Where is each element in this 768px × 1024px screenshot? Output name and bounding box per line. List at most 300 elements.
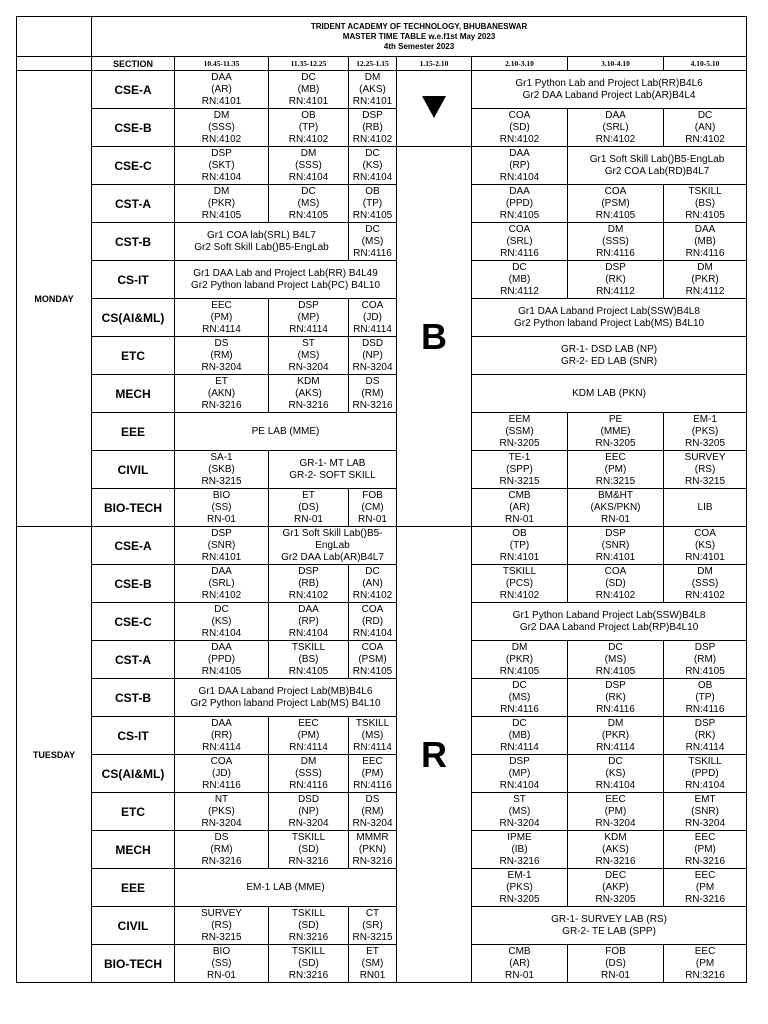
cell-line: (JD) <box>212 767 231 779</box>
cell-line: RN:4102 <box>499 133 540 145</box>
cell-line: (RM) <box>210 349 233 361</box>
cell-line: (AR) <box>211 83 232 95</box>
class-cell <box>568 565 664 603</box>
class-cell <box>175 489 269 527</box>
class-cell <box>664 451 747 489</box>
cell-line: RN:4105 <box>352 665 393 677</box>
class-cell <box>472 223 568 261</box>
table-row <box>17 337 747 375</box>
cell-line: (PKS) <box>506 881 533 893</box>
cell-line: (DS) <box>605 957 626 969</box>
cell-line: RN:4105 <box>685 209 725 221</box>
table-row <box>17 489 747 527</box>
cell-line: (PM <box>695 957 715 969</box>
cell-line: (PKS) <box>208 805 235 817</box>
cell-line: MMMR <box>356 831 389 843</box>
cell-line: RN:4116 <box>500 703 539 715</box>
lab-session-cell <box>175 413 397 451</box>
class-cell <box>568 831 664 869</box>
lunch-break-cell <box>397 71 472 147</box>
cell-line: (SRL) <box>208 577 235 589</box>
cell-line: RN-3216 <box>595 855 636 867</box>
class-cell <box>349 565 397 603</box>
cell-line: EEC <box>694 945 716 957</box>
cell-line: (RS) <box>211 919 232 931</box>
cell-line: DAA <box>605 109 626 121</box>
cell-line: (SNR) <box>601 539 630 551</box>
cell-line: (PM) <box>297 729 320 741</box>
break-letter: B <box>421 315 447 357</box>
cell-line: GR-1- DSD LAB (NP) <box>560 343 658 355</box>
class-cell <box>472 261 568 299</box>
cell-line: DM <box>300 755 317 767</box>
section-label: CSE-A <box>92 71 175 109</box>
cell-line: DS <box>214 831 229 843</box>
cell-line: RN:4101 <box>288 95 329 107</box>
cell-line: RN-3215 <box>685 475 726 487</box>
lab-session-cell <box>472 71 747 109</box>
cell-line: DSP <box>694 717 716 729</box>
cell-line: (RM) <box>361 805 384 817</box>
cell-line: DM <box>364 71 381 83</box>
class-cell <box>269 831 349 869</box>
class-cell <box>269 337 349 375</box>
cell-line: (AKS) <box>295 387 322 399</box>
cell-line: RN:4102 <box>352 589 393 601</box>
time-slot-header: 4.10-5.10 <box>664 57 747 71</box>
class-cell <box>269 717 349 755</box>
class-cell <box>568 223 664 261</box>
title-row <box>17 17 747 57</box>
cell-line: COA <box>508 109 531 121</box>
cell-line: DC <box>365 147 380 159</box>
class-cell <box>568 793 664 831</box>
cell-line: RN-3205 <box>499 437 540 449</box>
cell-line: RN:4101 <box>201 551 242 563</box>
class-cell <box>269 109 349 147</box>
cell-line: (PM) <box>604 463 627 475</box>
cell-line: ET <box>302 489 315 501</box>
cell-line: DSD <box>361 337 384 349</box>
cell-line: (MME) <box>600 425 631 437</box>
class-cell <box>175 945 269 983</box>
cell-line: TSKILL <box>355 717 390 729</box>
class-cell <box>175 299 269 337</box>
time-slot-row <box>17 57 747 71</box>
class-cell <box>568 185 664 223</box>
class-cell <box>664 413 747 451</box>
cell-line: COA <box>604 565 627 577</box>
class-cell <box>349 717 397 755</box>
class-cell <box>175 375 269 413</box>
cell-line: RN:4116 <box>202 779 241 791</box>
cell-line: (MB) <box>508 729 531 741</box>
cell-line: RN:4116 <box>596 247 635 259</box>
class-cell <box>175 717 269 755</box>
table-row <box>17 717 747 755</box>
cell-line: (SD) <box>298 957 319 969</box>
cell-line: PE <box>608 413 623 425</box>
class-cell <box>269 185 349 223</box>
section-label: CSE-B <box>92 565 175 603</box>
cell-line: DC <box>512 261 527 273</box>
class-cell <box>175 185 269 223</box>
time-slot-header: 12.25-1.15 <box>349 57 397 71</box>
timetable-title: MASTER TIME TABLE w.e.f1st May 2023 <box>342 31 496 41</box>
cell-line: IPME <box>507 831 532 843</box>
cell-line: CMB <box>508 489 531 501</box>
cell-line: (NP) <box>362 349 383 361</box>
cell-line: (MB) <box>694 235 716 247</box>
cell-line: (RR) <box>210 729 233 741</box>
semester-label: 4th Semester 2023 <box>383 41 455 51</box>
cell-line: DAA <box>211 641 232 653</box>
class-cell <box>568 527 664 565</box>
cell-line: (MS) <box>361 235 384 247</box>
cell-line: (PKR) <box>691 273 719 285</box>
cell-line: TSKILL <box>502 565 537 577</box>
class-cell <box>568 945 664 983</box>
lab-session-cell <box>472 907 747 945</box>
cell-line: RN:4116 <box>685 247 725 259</box>
cell-line: PE LAB (MME) <box>251 425 320 437</box>
cell-line: TSKILL <box>291 945 326 957</box>
cell-line: RN:4114 <box>596 741 635 753</box>
cell-line: (RB) <box>362 121 383 133</box>
cell-line: DC <box>608 755 623 767</box>
cell-line: RN:4105 <box>499 665 540 677</box>
cell-line: DM <box>607 223 624 235</box>
cell-line: (SSM) <box>505 425 534 437</box>
cell-line: (RD) <box>361 615 384 627</box>
lab-session-cell <box>472 375 747 413</box>
cell-line: COA <box>508 223 531 235</box>
cell-line: DEC <box>604 869 627 881</box>
cell-line: (PM <box>695 881 715 893</box>
cell-line: RN:4105 <box>352 209 393 221</box>
cell-line: DM <box>511 641 528 653</box>
cell-line: DC <box>697 109 713 121</box>
cell-line: RN-3205 <box>685 437 726 449</box>
cell-line: DAA <box>211 565 232 577</box>
cell-line: RN:4116 <box>353 247 392 259</box>
class-cell <box>664 945 747 983</box>
cell-line: (SR) <box>362 919 383 931</box>
cell-line: (MS) <box>508 805 531 817</box>
cell-line: (NP) <box>298 805 319 817</box>
class-cell <box>349 375 397 413</box>
class-cell <box>349 755 397 793</box>
cell-line: EEC <box>694 831 716 843</box>
cell-line: RN-3216 <box>288 399 329 411</box>
cell-line: DM <box>300 147 317 159</box>
cell-line: RN:4104 <box>499 779 540 791</box>
cell-line: Gr1 DAA Laband Project Lab(SSW)B4L8 <box>518 305 700 317</box>
class-cell <box>269 907 349 945</box>
cell-line: (CM) <box>361 501 384 513</box>
class-cell <box>568 641 664 679</box>
cell-line: Gr1 DAA Laband Project Lab(MB)B4L6 <box>198 685 373 697</box>
cell-line: RN-3216 <box>288 855 329 867</box>
cell-line: Gr1 Python Lab and Project Lab(RR)B4L6 <box>515 77 703 89</box>
cell-line: EEC <box>605 451 626 463</box>
cell-line: RN:3215 <box>595 475 636 487</box>
section-label: CIVIL <box>92 451 175 489</box>
day-column-header <box>17 57 92 71</box>
class-cell <box>175 147 269 185</box>
class-cell <box>568 869 664 907</box>
cell-line: EMT <box>694 793 716 805</box>
cell-line: (BS) <box>298 653 319 665</box>
cell-line: Gr1 Python Laband Project Lab(SSW)B4L8 <box>512 609 706 621</box>
cell-line: (PKR) <box>207 197 236 209</box>
cell-line: RN:4102 <box>595 133 636 145</box>
section-label: CIVIL <box>92 907 175 945</box>
cell-line: RN:3216 <box>685 969 725 981</box>
cell-line: DC <box>301 71 316 83</box>
cell-line: RN:4116 <box>685 703 725 715</box>
cell-line: EM-1 <box>693 413 717 425</box>
class-cell <box>269 71 349 109</box>
cell-line: SURVEY <box>201 907 242 919</box>
cell-line: RN:4105 <box>499 209 540 221</box>
cell-line: CMB <box>508 945 531 957</box>
cell-line: DC <box>301 185 316 197</box>
class-cell <box>349 907 397 945</box>
cell-line: Gr2 DAA Laband Project Lab(AR)B4L4 <box>522 89 696 101</box>
class-cell <box>472 489 568 527</box>
cell-line: EM-1 LAB (MME) <box>246 881 325 893</box>
cell-line: FOB <box>605 945 626 957</box>
lunch-break-cell <box>397 527 472 983</box>
cell-line: RN:4105 <box>595 209 636 221</box>
cell-line: RN-3215 <box>201 931 242 943</box>
lab-session-cell <box>472 299 747 337</box>
section-label: EEE <box>92 869 175 907</box>
class-cell <box>664 831 747 869</box>
cell-line: DSP <box>211 527 232 539</box>
class-cell <box>664 565 747 603</box>
cell-line: RN:4104 <box>288 627 329 639</box>
lab-session-cell <box>269 451 397 489</box>
class-cell <box>269 375 349 413</box>
section-label: CST-B <box>92 223 175 261</box>
section-label: CSE-C <box>92 147 175 185</box>
cell-line: RN-01 <box>207 969 236 981</box>
class-cell <box>349 945 397 983</box>
cell-line: (PM) <box>361 767 384 779</box>
cell-line: RN-3204 <box>595 817 636 829</box>
cell-line: RN:4116 <box>353 779 392 791</box>
cell-line: GR-2- SOFT SKILL <box>289 469 376 481</box>
institute-name: TRIDENT ACADEMY OF TECHNOLOGY, BHUBANESWAR <box>310 21 528 31</box>
section-label: BIO-TECH <box>92 945 175 983</box>
cell-line: RN:4104 <box>595 779 636 791</box>
lab-session-cell <box>269 527 397 565</box>
cell-line: (IB) <box>511 843 528 855</box>
section-label: BIO-TECH <box>92 489 175 527</box>
cell-line: (MP) <box>508 767 531 779</box>
class-cell <box>349 147 397 185</box>
cell-line: TSKILL <box>291 831 326 843</box>
cell-line: DM <box>697 565 713 577</box>
cell-line: EEM <box>508 413 531 425</box>
class-cell <box>664 679 747 717</box>
class-cell <box>269 489 349 527</box>
cell-line: RN-01 <box>505 969 534 981</box>
break-letter: R <box>421 733 447 775</box>
cell-line: DS <box>214 337 229 349</box>
lab-session-cell <box>175 261 397 299</box>
class-cell <box>472 641 568 679</box>
cell-line: RN:4104 <box>201 171 242 183</box>
cell-line: RN-3204 <box>288 361 329 373</box>
cell-line: RN:4114 <box>289 741 328 753</box>
class-cell <box>472 755 568 793</box>
class-cell <box>472 565 568 603</box>
section-label: CSE-A <box>92 527 175 565</box>
class-cell <box>472 831 568 869</box>
time-slot-header: 10.45-11.35 <box>175 57 269 71</box>
class-cell <box>568 717 664 755</box>
cell-line: (SRL) <box>602 121 629 133</box>
cell-line: RN:4102 <box>201 133 242 145</box>
cell-line: TSKILL <box>291 907 326 919</box>
day-label-monday: MONDAY <box>17 71 92 527</box>
cell-line: OB <box>697 679 713 691</box>
cell-line: DC <box>512 679 527 691</box>
class-cell <box>349 337 397 375</box>
class-cell <box>664 223 747 261</box>
cell-line: RN:4102 <box>201 589 242 601</box>
cell-line: COA <box>361 603 384 615</box>
cell-line: (PM) <box>604 805 627 817</box>
cell-line: RN01 <box>359 969 386 981</box>
cell-line: EEC <box>298 717 319 729</box>
cell-line: (RM) <box>361 387 384 399</box>
class-cell <box>472 451 568 489</box>
cell-line: (AKP) <box>602 881 629 893</box>
cell-line: (KS) <box>605 767 626 779</box>
cell-line: RN-3216 <box>499 855 540 867</box>
cell-line: Gr2 DAA Lab(AR)B4L7 <box>281 551 384 563</box>
cell-line: (SS) <box>211 501 232 513</box>
cell-line: (SRL) <box>506 235 533 247</box>
table-row <box>17 565 747 603</box>
cell-line: RN:4101 <box>201 95 242 107</box>
cell-line: (PSM) <box>358 653 387 665</box>
corner-cell <box>17 17 92 57</box>
cell-line: (BS) <box>695 197 716 209</box>
cell-line: DC <box>608 641 623 653</box>
cell-line: RN:4114 <box>500 741 539 753</box>
cell-line: (SSS) <box>295 767 322 779</box>
cell-line: DAA <box>694 223 716 235</box>
timetable-header <box>92 17 747 57</box>
cell-line: GR-2- ED LAB (SNR) <box>560 355 658 367</box>
cell-line: RN:4105 <box>685 665 725 677</box>
table-row <box>17 945 747 983</box>
cell-line: (MS) <box>361 729 384 741</box>
cell-line: (PKS) <box>691 425 719 437</box>
table-row <box>17 527 747 565</box>
cell-line: (MS) <box>604 653 627 665</box>
section-label: CSE-B <box>92 109 175 147</box>
table-row <box>17 109 747 147</box>
class-cell <box>568 413 664 451</box>
cell-line: (DS) <box>298 501 319 513</box>
time-slot-header: 2.10-3.10 <box>472 57 568 71</box>
class-cell <box>175 527 269 565</box>
cell-line: RN-3204 <box>352 817 393 829</box>
cell-line: KDM <box>604 831 627 843</box>
cell-line: DM <box>213 185 230 197</box>
cell-line: (PPD) <box>207 653 236 665</box>
class-cell <box>349 223 397 261</box>
table-row <box>17 869 747 907</box>
cell-line: (MS) <box>508 691 531 703</box>
cell-line: (TP) <box>362 197 383 209</box>
lab-session-cell <box>175 679 397 717</box>
cell-line: RN-3204 <box>288 817 329 829</box>
class-cell <box>349 641 397 679</box>
cell-line: (AN) <box>362 577 383 589</box>
cell-line: RN:4105 <box>201 209 242 221</box>
cell-line: DSP <box>605 679 626 691</box>
cell-line: RN:4104 <box>352 171 393 183</box>
cell-line: (AR) <box>509 957 530 969</box>
cell-line: DSD <box>297 793 320 805</box>
cell-line: BM&HT <box>598 489 633 501</box>
class-cell <box>568 489 664 527</box>
cell-line: TSKILL <box>291 641 326 653</box>
cell-line: RN:4104 <box>201 627 242 639</box>
class-cell <box>349 299 397 337</box>
cell-line: RN:4101 <box>685 551 725 563</box>
cell-line: COA <box>361 299 384 311</box>
class-cell <box>175 907 269 945</box>
class-cell <box>472 527 568 565</box>
cell-line: (PSM) <box>601 197 630 209</box>
timetable-body <box>17 17 747 983</box>
cell-line: RN:4105 <box>288 209 329 221</box>
cell-line: DC <box>365 223 380 235</box>
cell-line: (MS) <box>297 197 320 209</box>
cell-line: (AN) <box>694 121 716 133</box>
time-slot-header: 3.10-4.10 <box>568 57 664 71</box>
cell-line: RN:4114 <box>353 323 392 335</box>
cell-line: Gr1 Soft Skill Lab()B5-EngLab <box>282 527 383 551</box>
cell-line: GR-1- SURVEY LAB (RS) <box>551 913 667 925</box>
section-label: CSE-C <box>92 603 175 641</box>
cell-line: RN-3216 <box>685 893 726 905</box>
cell-line: COA <box>210 755 233 767</box>
cell-line: KDM LAB (PKN) <box>572 387 646 399</box>
class-cell <box>664 185 747 223</box>
cell-line: DC <box>365 565 380 577</box>
table-row <box>17 793 747 831</box>
cell-line: RN-3216 <box>352 399 393 411</box>
table-row <box>17 185 747 223</box>
cell-line: NT <box>214 793 229 805</box>
cell-line: (AKN) <box>207 387 236 399</box>
cell-line: (SKT) <box>208 159 235 171</box>
cell-line: DS <box>365 375 380 387</box>
class-cell <box>472 717 568 755</box>
cell-line: RN:4105 <box>595 665 636 677</box>
cell-line: RN:4102 <box>352 133 393 145</box>
cell-line: Gr2 Python laband Project Lab(PC) B4L10 <box>191 279 380 291</box>
